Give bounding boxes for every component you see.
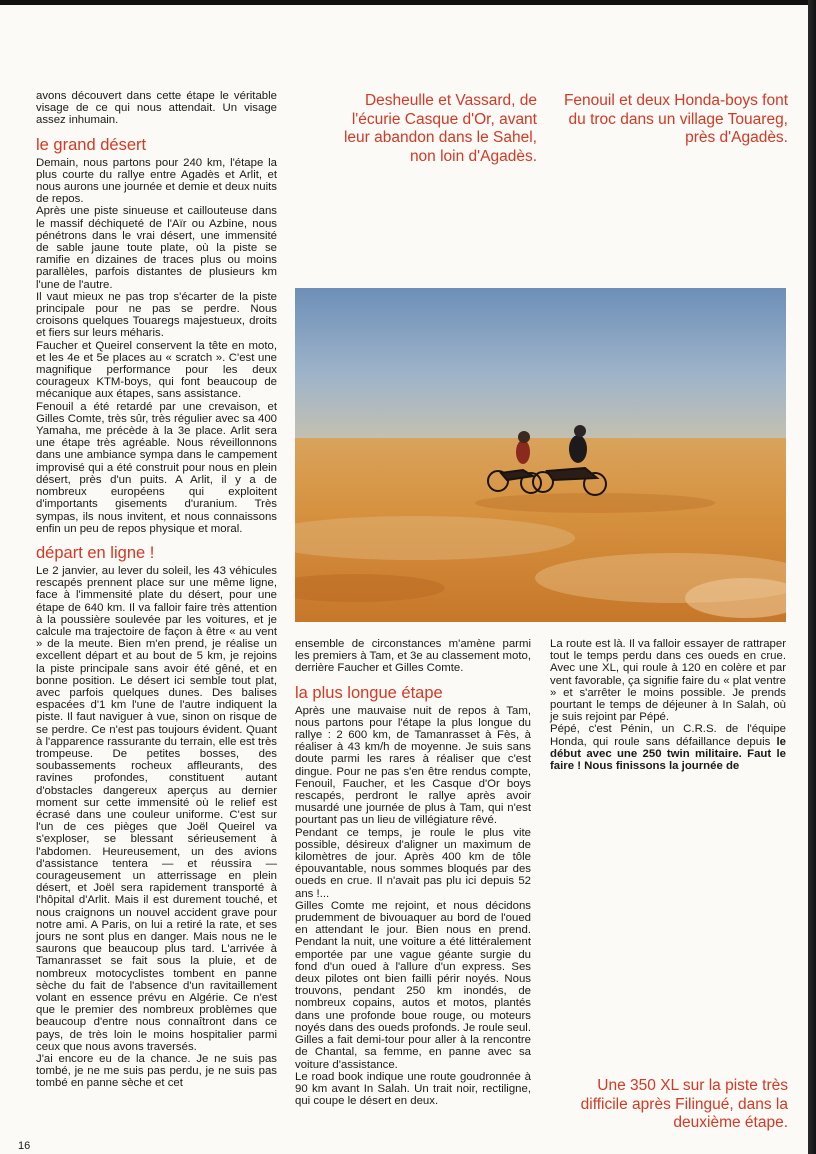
paragraph: J'ai encore eu de la chance. Je ne suis pas tombé, je ne me suis pas perdu, je ne suis pas tombé en panne sèche et cet	[36, 1053, 277, 1090]
section-heading-grand-desert: le grand désert	[36, 135, 147, 154]
paragraph: ensemble de circonstances m'amène parmi les premiers à Tam, et 3e au classement moto, derrière Faucher et Gilles Comte.	[295, 638, 531, 675]
caption-top-right: Fenouil et deux Honda-boys font du troc dans un village Touareg, près d'Agadès.	[563, 92, 788, 146]
column-3	[550, 638, 786, 772]
desert-motorcycles-photo	[295, 288, 786, 622]
top-rule	[0, 0, 816, 5]
paragraph-text: Pépé, c'est Pénin, un C.R.S. de l'équipe Honda, qui roule sans défaillance depuis	[550, 723, 786, 748]
paragraph: Après une piste sinueuse et caillouteuse dans le massif déchiqueté de l'Aïr ou Azbine, nous pénétrons dans le vrai désert, une immensité de sable jaune toute plate, où la piste se ramifie en dizaines de traces plus ou moins parallèles, parfois distantes de plusieurs km l'une de l'autre.	[36, 205, 277, 291]
paragraph: Après une mauvaise nuit de repos à Tam, nous partons pour l'étape la plus longue du rallye : 2 600 km, de Tamanrasset à Fès, à réaliser à 43 km/h de moyenne. Je suis sans doute parmi les rares à réaliser que c'est dingue. Pour ne pas s'en être rendus compte, Fenouil, Faucher, et les Casque d'Or boys rescapés, perdront le rallye après avoir musardé une journée de plus à Tam, qui n'est pourtant pas un lieu de villégiature rêvé.	[295, 704, 531, 827]
paragraph: La route est là. Il va falloir essayer de rattraper tout le temps perdu dans ces oueds en crue. Avec une XL, qui roule à 120 en colère et par vent favorable, ça signifie faire du « plat ventre » et s'arrêter le moins possible. Je prends pourtant le temps de déjeuner à In Salah, où je suis rejoint par Pépé.	[550, 638, 786, 724]
paragraph: Le road book indique une route goudronnée à 90 km avant In Salah. Un trait noir, rectiligne, qui coupe le désert en deux.	[295, 1070, 531, 1108]
paragraph	[550, 723, 786, 772]
paragraph: Le 2 janvier, au lever du soleil, les 43 véhicules rescapés prennent place sur une même ligne, face à l'immensité plate du désert, pour une étape de 640 km. Il va falloir faire très attention à la poussière soulevée par les voitures, et je calcule ma trajectoire de façon à être « au vent » de la meute. Bien m'en prend, je réalise un excellent départ et au bout de 5 km, je rejoins la piste principale sans avoir été gêné, et en bonne position. Le désert ici semble tout plat, avec parfois quelques dunes. Des balises espacées d'1 km l'une de l'autre indiquent la piste. Il faut naviguer à vue, sinon on risque de se perdre. Ce n'est pas toujours évident. Quant à l'apparence rassurante du terrain, elle est très trompeuse. De petites bosses, des soubassements rocheux affleurants, des ravines profondes, constituent autant d'obstacles dangereux aperçus au dernier moment sur cette immensité où le relief est écrasé dans une couleur uniforme. C'est sur l'un de ces pièges que Joël Queirel va s'exploser, se blessant sérieusement à l'abdomen. Heureusement, un des avions d'assistance tentera — et réussira — courageusement un atterrissage en plein désert, et Joël sera rapidement transporté à l'hôpital d'Arlit. Mais il est durement touché, et nous craignons un nouvel accident grave pour notre ami. A Paris, on lui a retiré la rate, et ses jours ne sont plus en danger. Mais nous ne le saurons que beaucoup plus tard. L'arrivée à Tamanrasset se fait sous la pluie, et de nombreux motocyclistes tombent en panne sèche du fait de l'absence d'un ravitaillement volant en essence prévu en Algérie. Ce n'est que le premier des nombreux problèmes que beaucoup d'entre nous connaîtront dans ce pays, de très loin le moins hospitalier parmi ceux que nous avons traversés.	[36, 564, 277, 1053]
paragraph-bold-text: le début avec une 250 twin militaire. Faut le faire ! Nous finissons la journée de	[550, 735, 786, 773]
paragraph: Fenouil a été retardé par une crevaison, et Gilles Comte, très sûr, très régulier avec sa 400 Yamaha, me précède à la 3e place. Arlit sera une étape très agréable. Nous réveillonnons dans une ambiance sympa dans le campement improvisé qui a été construit pour nous en plein désert, près d'un puits. A Arlit, il y a de nombreux européens qui exploitent d'importants gisements d'uranium. Très sympas, ils nous invitent, et nous connaissons enfin un peu de repos physique et moral.	[36, 400, 277, 535]
paragraph: Demain, nous partons pour 240 km, l'étape la plus courte du rallye entre Agadès et Arlit, et nous aurons une journée et demie et deux nuits de repos.	[36, 156, 277, 206]
caption-bottom-right: Une 350 XL sur la piste très difficile après Filingué, dans la deuxième étape.	[580, 1077, 788, 1131]
page-edge	[808, 0, 816, 1154]
paragraph: Il vaut mieux ne pas trop s'écarter de la piste principale pour ne pas se perdre. Nous croisons quelques Touaregs majestueux, droits et fiers sur leurs méharis.	[36, 290, 277, 340]
paragraph: Gilles Comte me rejoint, et nous décidons prudemment de bivouaquer au bord de l'oued en attendant le jour. Bien nous en prend. Pendant la nuit, une voiture a été littéralement emportée par une vague géante surgie du fond d'un oued à l'allure d'un express. Ses deux pilotes ont bien failli périr noyés. Nous trouvons, pendant 250 km inondés, de nombreux copains, autos et motos, plantés dans une profonde boue rouge, ou moteurs noyés dans des oueds profonds. Je roule seul. Gilles a fait demi-tour pour aller à la rencontre de Chantal, sa femme, en panne avec sa voiture d'assistance.	[295, 899, 531, 1071]
caption-top-center: Desheulle et Vassard, de l'écurie Casque d'Or, avant leur abandon dans le Sahel, non loin d'Agadès.	[343, 92, 537, 165]
column-1	[36, 90, 277, 1090]
column-2	[295, 638, 531, 1107]
page-number: 16	[18, 1140, 31, 1152]
section-heading-depart-en-ligne: départ en ligne !	[36, 543, 155, 562]
paragraph: Faucher et Queirel conservent la tête en moto, et les 4e et 5e places au « scratch ». C'est une magnifique performance pour les deux courageux KTM-boys, qui font beaucoup de mécanique aux étapes, sans assistance.	[36, 339, 277, 401]
paragraph: Pendant ce temps, je roule le plus vite possible, désireux d'aligner un maximum de kilomètres de jour. Après 400 km de tôle épouvantable, nous sommes bloqués par des oueds en crue. Il n'avait pas plu ici depuis 52 ans !...	[295, 826, 531, 900]
paragraph: avons découvert dans cette étape le véritable visage de ce qui nous attendait. Un visage assez inhumain.	[36, 90, 277, 127]
section-heading-plus-longue-etape: la plus longue étape	[295, 683, 443, 702]
